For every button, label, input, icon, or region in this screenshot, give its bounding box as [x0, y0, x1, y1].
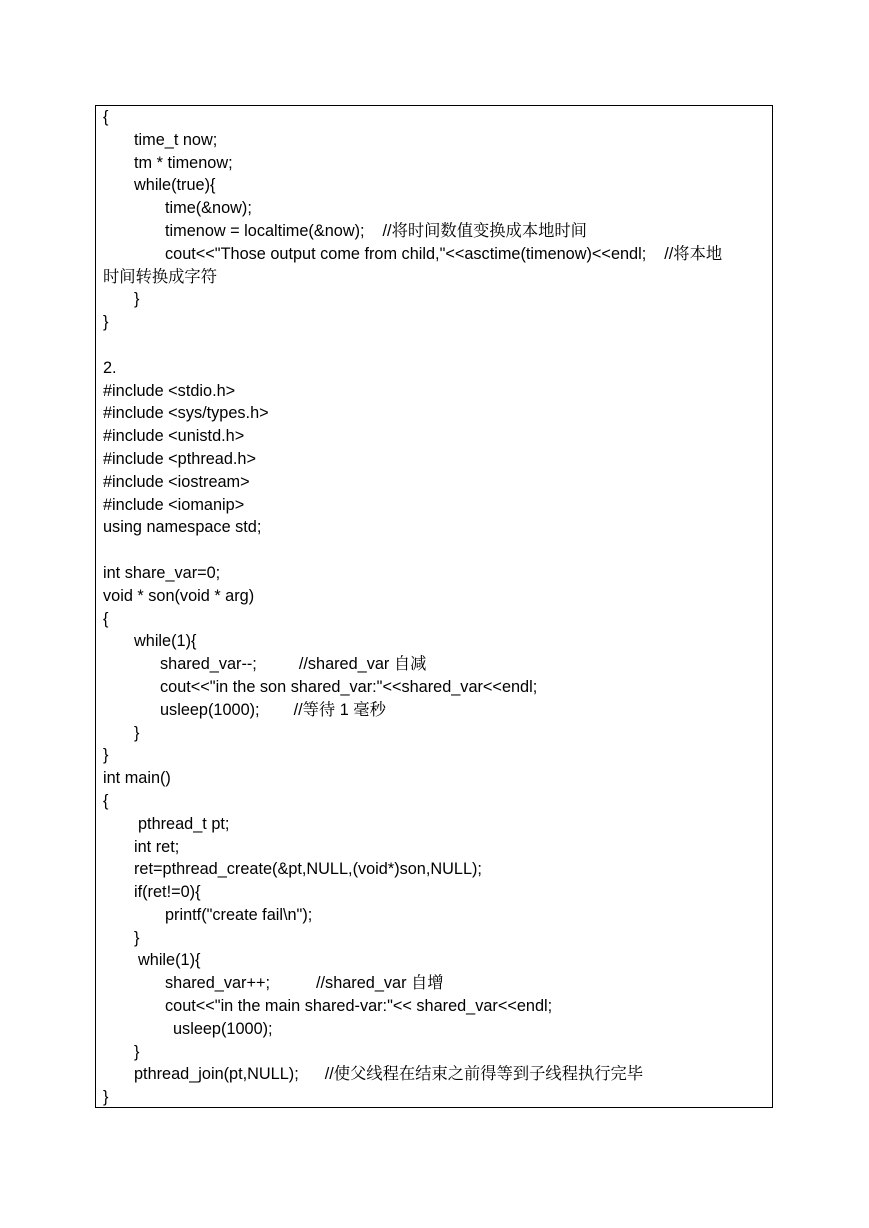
code-text: cout<<"in the son shared_var:"<<shared_var<<endl; [160, 677, 538, 696]
blank-line [103, 539, 768, 562]
code-text: { [103, 609, 109, 628]
code-comment: //将本地 [664, 244, 723, 263]
code-text: #include <pthread.h> [103, 449, 256, 468]
code-line [103, 311, 768, 334]
code-line [103, 220, 768, 243]
code-listing [103, 106, 768, 1109]
code-text: } [103, 1088, 109, 1107]
code-comment: //使父线程在结束之前得等到子线程执行完毕 [324, 1065, 644, 1084]
code-line [103, 197, 768, 220]
code-line [103, 995, 768, 1018]
code-text: #include <stdio.h> [103, 381, 236, 400]
code-text: using namespace std; [103, 518, 262, 537]
code-text: while(1){ [134, 632, 197, 651]
code-line [103, 813, 768, 836]
code-text: printf("create fail\n"); [165, 905, 313, 924]
code-line [103, 516, 768, 539]
code-line [103, 927, 768, 950]
code-text: { [103, 791, 109, 810]
code-text: } [134, 928, 140, 947]
code-text: shared_var--; [160, 655, 257, 674]
code-line [103, 881, 768, 904]
code-line [103, 494, 768, 517]
code-text: pthread_t pt; [138, 814, 230, 833]
code-text: } [134, 723, 140, 742]
code-line [103, 767, 768, 790]
code-text: while(1){ [138, 951, 201, 970]
code-text: int share_var=0; [103, 563, 221, 582]
code-text: usleep(1000); [173, 1019, 273, 1038]
code-line [103, 288, 768, 311]
code-line [103, 357, 768, 380]
code-line [103, 562, 768, 585]
code-line [103, 858, 768, 881]
code-line [103, 904, 768, 927]
code-text: { [103, 108, 109, 126]
code-text: time(&now); [165, 199, 252, 218]
code-text: while(true){ [134, 176, 216, 195]
code-line [103, 243, 768, 266]
code-line [103, 402, 768, 425]
code-text: } [103, 746, 109, 765]
code-line [103, 129, 768, 152]
code-line [103, 1086, 768, 1109]
code-line [103, 448, 768, 471]
code-text: shared_var++; [165, 974, 270, 993]
code-text: cout<<"in the main shared-var:"<< shared_var<<endl; [165, 997, 553, 1016]
code-text: if(ret!=0){ [134, 883, 201, 902]
code-text: #include <unistd.h> [103, 427, 245, 446]
code-line [103, 653, 768, 676]
code-text: usleep(1000); [160, 700, 260, 719]
code-text: timenow = localtime(&now); [165, 221, 365, 240]
code-line [103, 836, 768, 859]
code-text: 2. [103, 358, 117, 377]
code-text: } [103, 313, 109, 332]
code-line [103, 152, 768, 175]
code-line [103, 471, 768, 494]
code-line [103, 1063, 768, 1086]
code-comment: //将时间数值变换成本地时间 [382, 221, 587, 240]
code-line [103, 106, 768, 129]
code-line [103, 699, 768, 722]
code-text: #include <sys/types.h> [103, 404, 269, 423]
code-text: } [134, 290, 140, 309]
code-comment: //shared_var 自增 [316, 974, 444, 993]
code-text: ret=pthread_create(&pt,NULL,(void*)son,NULL); [134, 860, 482, 879]
code-text: void * son(void * arg) [103, 586, 255, 605]
code-line [103, 722, 768, 745]
code-text: pthread_join(pt,NULL); [134, 1065, 299, 1084]
code-line [103, 1041, 768, 1064]
code-line [103, 380, 768, 403]
code-comment: //shared_var 自减 [298, 655, 427, 674]
code-text: #include <iomanip> [103, 495, 245, 514]
code-line [103, 425, 768, 448]
code-text: time_t now; [134, 130, 218, 149]
code-line [103, 174, 768, 197]
code-line [103, 585, 768, 608]
code-line [103, 972, 768, 995]
code-text: int ret; [134, 837, 180, 856]
code-line [103, 630, 768, 653]
code-comment: //等待 1 毫秒 [293, 700, 386, 719]
code-text: 时间转换成字符 [103, 267, 217, 286]
code-line [103, 266, 768, 289]
code-text: tm * timenow; [134, 153, 233, 172]
code-text: #include <iostream> [103, 472, 250, 491]
code-line [103, 949, 768, 972]
code-line [103, 1018, 768, 1041]
code-line [103, 744, 768, 767]
code-text: cout<<"Those output come from child,"<<asctime(timenow)<<endl; [165, 244, 647, 263]
code-line [103, 608, 768, 631]
code-line [103, 790, 768, 813]
blank-line [103, 334, 768, 357]
code-text: int main() [103, 769, 171, 788]
code-text: } [134, 1042, 140, 1061]
code-line [103, 676, 768, 699]
